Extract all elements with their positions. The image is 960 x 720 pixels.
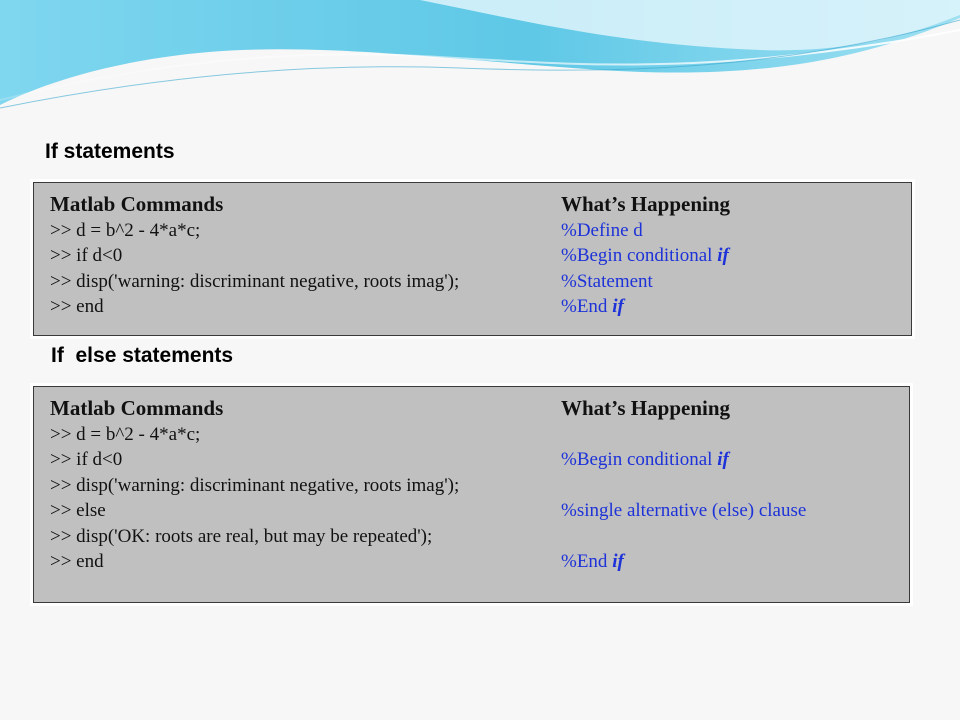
if-statements-heading: If statements <box>45 140 175 163</box>
whats-happening-header: What’s Happening <box>561 396 731 420</box>
matlab-commands-header: Matlab Commands <box>50 396 224 420</box>
comment-text: %End <box>561 296 613 317</box>
comment-line <box>561 498 806 524</box>
command-line: >> if d<0 <box>50 449 123 470</box>
if-else-statements-table <box>33 386 910 603</box>
comment-line <box>561 269 730 295</box>
comment-line <box>561 243 730 269</box>
if-statements-table <box>33 182 912 336</box>
command-line: >> disp('OK: roots are real, but may be repeated'); <box>50 525 433 547</box>
command-line: >> d = b^2 - 4*a*c; <box>50 219 201 241</box>
comment-text: %Define d <box>561 219 643 241</box>
whats-happening-header: What’s Happening <box>561 192 731 216</box>
command-line: >> end <box>50 296 104 317</box>
comment-line <box>561 473 806 499</box>
command-line: >> if d<0 <box>50 245 123 266</box>
command-line: >> end <box>50 551 104 572</box>
comment-line <box>561 218 730 244</box>
header-wave-decoration <box>0 0 960 120</box>
comment-text: %single alternative (else) clause <box>561 500 807 521</box>
comment-text: %End <box>561 551 613 572</box>
comment-line <box>561 524 806 550</box>
command-line: >> disp('warning: discriminant negative, roots imag'); <box>50 270 460 292</box>
matlab-commands-header: Matlab Commands <box>50 192 224 216</box>
matlab-commands-column <box>50 192 459 320</box>
command-line: >> d = b^2 - 4*a*c; <box>50 423 201 445</box>
whats-happening-column <box>561 396 806 575</box>
matlab-commands-column <box>50 396 459 575</box>
comment-line <box>561 549 806 575</box>
comment-text: %Begin conditional <box>561 449 718 470</box>
comment-line <box>561 447 806 473</box>
whats-happening-column <box>561 192 730 320</box>
command-line: >> else <box>50 500 106 521</box>
comment-keyword: if <box>612 551 624 572</box>
command-line: >> disp('warning: discriminant negative, roots imag'); <box>50 474 460 496</box>
comment-text: %Begin conditional <box>561 245 718 266</box>
comment-line <box>561 294 730 320</box>
comment-line <box>561 422 806 448</box>
comment-text: %Statement <box>561 270 653 292</box>
comment-keyword: if <box>612 296 624 317</box>
if-else-statements-heading: If else statements <box>51 344 234 367</box>
comment-keyword: if <box>717 449 729 470</box>
comment-keyword: if <box>717 245 729 266</box>
